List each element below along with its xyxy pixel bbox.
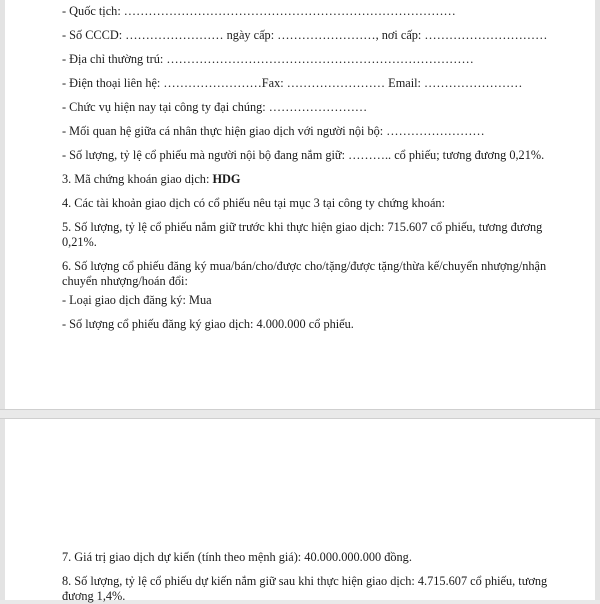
address-line: - Địa chỉ thường trú: ………………………………………………………………… xyxy=(62,52,474,66)
nationality-line: - Quốc tịch: ……………………………………………………………………… xyxy=(62,4,456,18)
section-8-shares-after: 8. Số lượng, tỷ lệ cổ phiếu dự kiến nắm giữ sau khi thực hiện giao dịch: 4.715.607 cổ phiếu, tương đương 1,4%. xyxy=(62,574,548,603)
registered-quantity-line: - Số lượng cổ phiếu đăng ký giao dịch: 4.000.000 cổ phiếu. xyxy=(62,317,354,331)
phone-line: - Điện thoại liên hệ: ……………………Fax: …………………… Email: …………………… xyxy=(62,76,523,90)
section-5-shares-before: 5. Số lượng, tỷ lệ cổ phiếu nắm giữ trước khi thực hiện giao dịch: 715.607 cổ phiếu, tương đương 0,21%. xyxy=(62,220,543,249)
ticker-symbol: HDG xyxy=(212,172,241,186)
transaction-type-line: - Loại giao dịch đăng ký: Mua xyxy=(62,293,212,307)
page-1-content xyxy=(62,4,548,332)
insider-shares-line: - Số lượng, tỷ lệ cổ phiếu mà người nội bộ đang nắm giữ: ……….. cổ phiếu; tương đương 0,21%. xyxy=(62,148,545,162)
page-edge-right xyxy=(595,419,600,600)
page-edge-left xyxy=(0,419,5,600)
position-line: - Chức vụ hiện nay tại công ty đại chúng: …………………… xyxy=(62,100,368,114)
section-3-label: 3. Mã chứng khoán giao dịch: xyxy=(62,172,213,186)
page-2-content xyxy=(62,550,548,604)
section-7-expected-value: 7. Giá trị giao dịch dự kiến (tính theo mệnh giá): 40.000.000.000 đồng. xyxy=(62,550,412,564)
relationship-line: - Mối quan hệ giữa cá nhân thực hiện giao dịch với người nội bộ: …………………… xyxy=(62,124,485,138)
page-edge-left xyxy=(0,0,5,409)
section-6-heading: 6. Số lượng cổ phiếu đăng ký mua/bán/cho/được cho/tặng/được tặng/thừa kế/chuyển nhượng/nhận chuyển nhượng/hoán đổi: xyxy=(62,259,547,288)
section-3-ticker xyxy=(62,172,548,187)
id-card-line: - Số CCCD: …………………… ngày cấp: ……………………, nơi cấp: ………………………… xyxy=(62,28,548,42)
section-4-accounts: 4. Các tài khoản giao dịch có cổ phiếu nêu tại mục 3 tại công ty chứng khoán: xyxy=(62,196,445,210)
page-edge-right xyxy=(595,0,600,409)
